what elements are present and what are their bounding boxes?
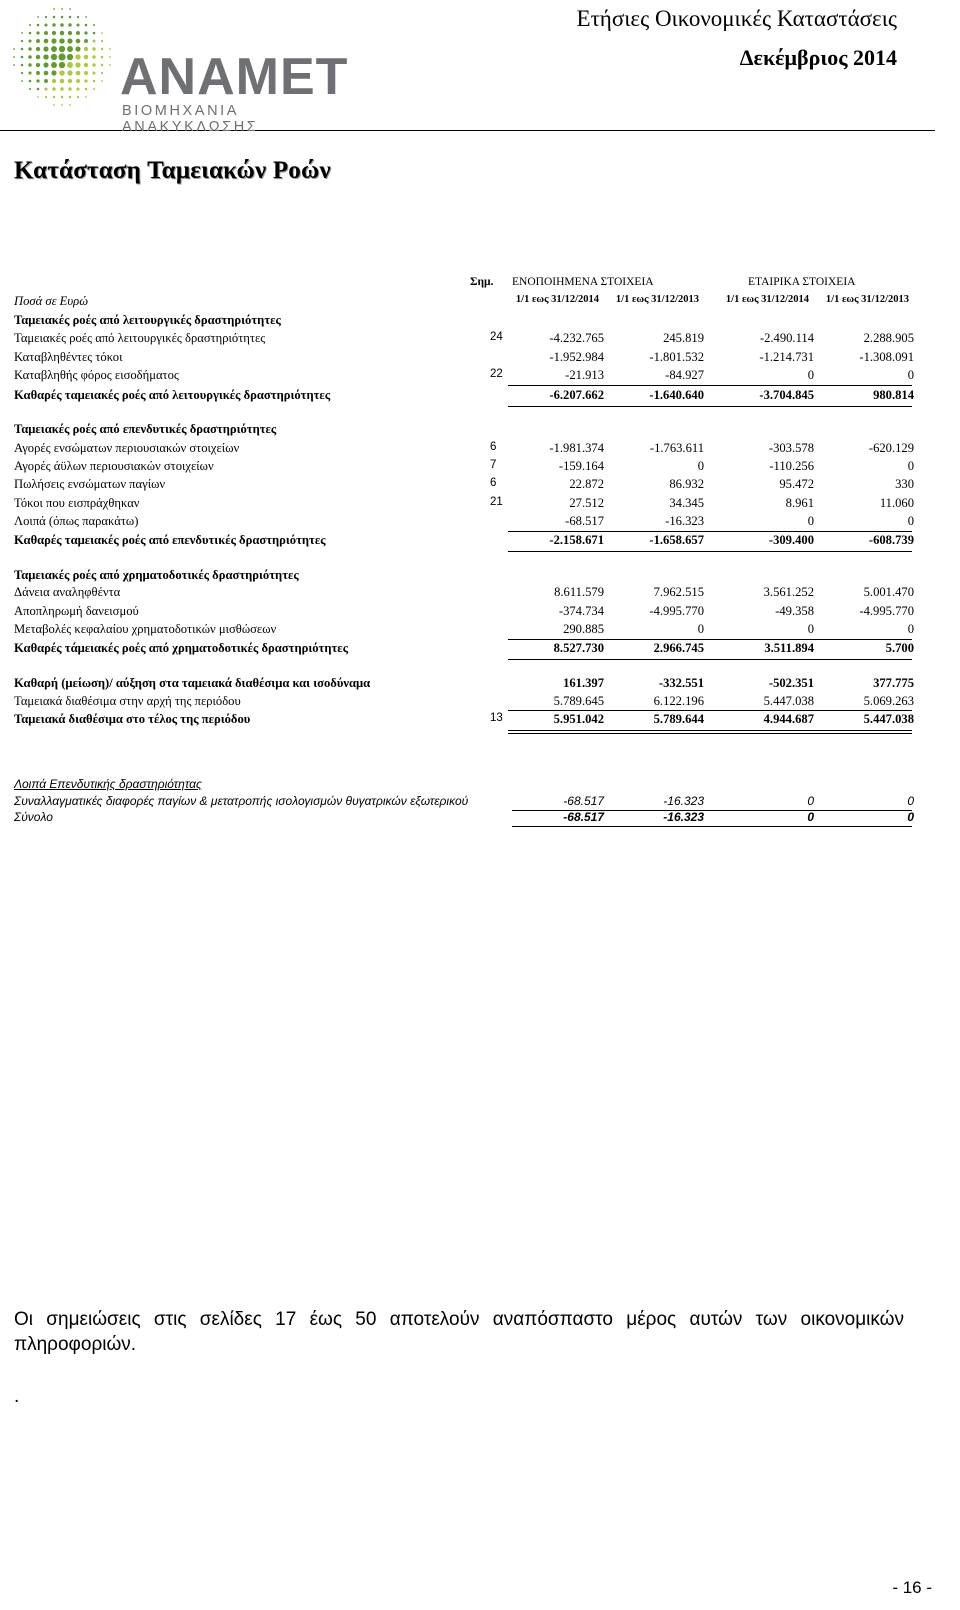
logo-dot: [36, 63, 40, 67]
row-value: 0: [907, 368, 914, 382]
row-note: 6: [490, 441, 497, 453]
subtotal-rule: [508, 531, 912, 532]
row-value: 377.775: [873, 676, 914, 690]
row-value: 86.932: [669, 477, 704, 491]
logo-dot: [21, 48, 24, 51]
row-label: Συναλλαγματικές διαφορές παγίων & μετατροπής ισολογισμών θυγατρικών εξωτερικού: [14, 794, 469, 808]
row-value: 0: [807, 622, 814, 636]
logo-dot: [92, 55, 96, 59]
row-value: -303.578: [768, 441, 814, 455]
cash-end-row: [14, 712, 920, 730]
logo-dot: [36, 47, 40, 51]
logo-dot: [93, 88, 95, 90]
logo-dot: [84, 31, 87, 34]
page-header: [0, 0, 935, 135]
logo-dot: [92, 47, 95, 50]
total-rule: [508, 551, 912, 552]
logo-dot: [61, 16, 64, 19]
row-value: 0: [907, 810, 914, 824]
row-value: -1.763.611: [649, 441, 704, 455]
logo-dot: [68, 87, 71, 90]
logo-dot: [68, 23, 71, 26]
logo-dot: [53, 16, 56, 19]
row-value: 0: [907, 514, 914, 528]
logo-dot: [67, 46, 73, 52]
logo-dot: [21, 32, 23, 34]
row-value: -2.490.114: [759, 331, 814, 345]
row-value: 5.951.042: [553, 712, 604, 726]
logo-dot: [92, 39, 95, 42]
logo-dot: [109, 64, 111, 66]
section-heading: Ταμειακές ροές από χρηματοδοτικές δραστηριότητες: [14, 568, 299, 582]
logo-dot: [52, 79, 56, 83]
row-value: -159.164: [558, 459, 604, 473]
row-value: 8.527.730: [553, 641, 604, 655]
row-value: 8.961: [785, 496, 814, 510]
logo-dot: [43, 46, 48, 51]
row-label: Καθαρές ταμειακές ροές από λειτουργικές δραστηριότητες: [14, 388, 331, 402]
subtotal-rule: [508, 385, 912, 386]
logo-dot: [67, 38, 72, 43]
logo-dot: [76, 87, 79, 90]
row-value: -2.158.671: [549, 533, 604, 547]
logo-wordmark: ANAMET: [120, 48, 349, 106]
row-value: -4.995.770: [649, 604, 704, 618]
logo-dot: [77, 96, 79, 98]
logo-dot: [85, 24, 88, 27]
row-note: 22: [490, 368, 503, 380]
logo-dot: [60, 87, 64, 91]
logo-dot: [92, 71, 95, 74]
total-rule: [508, 659, 912, 660]
note-column-header: Σημ.: [470, 276, 494, 288]
row-value: -68.517: [563, 810, 604, 824]
section-heading-investing: [14, 422, 920, 440]
period-header: 1/1 εως 31/12/2014: [725, 294, 809, 305]
row-value: 0: [807, 794, 814, 808]
period-header: 1/1 εως 31/12/2014: [515, 294, 599, 305]
report-title: Ετήσιες Οικονομικές Καταστάσεις: [576, 6, 897, 31]
logo-dot: [101, 64, 104, 67]
row-value: 5.447.038: [763, 694, 814, 708]
logo-dot: [68, 31, 72, 35]
logo-dot: [84, 79, 87, 82]
row-value: 2.288.905: [863, 331, 914, 345]
section-heading-operating: [14, 313, 920, 331]
logo-dot: [67, 70, 72, 75]
logo-dot: [101, 72, 103, 74]
logo-dot: [59, 70, 64, 75]
double-total-rule: [508, 730, 912, 734]
logo-dot: [101, 56, 104, 59]
table-row: [14, 331, 920, 349]
row-label: Ταμειακές ροές από λειτουργικές δραστηριότητες: [14, 331, 266, 345]
logo-dot: [84, 47, 88, 51]
logo-dot: [29, 88, 31, 90]
logo-dot: [84, 63, 88, 67]
logo-dot: [101, 32, 103, 34]
logo-dot: [101, 40, 103, 42]
logo-dot: [28, 47, 31, 50]
row-value: -309.400: [768, 533, 814, 547]
logo-dot: [59, 62, 65, 68]
row-value: -49.358: [775, 604, 814, 618]
logo-dot: [92, 63, 95, 66]
row-value: 3.511.894: [764, 641, 814, 655]
table-row: [14, 496, 920, 514]
logo-dot: [77, 16, 79, 18]
logo-dot: [44, 39, 49, 44]
company-logo: [10, 5, 380, 135]
row-value: 95.472: [779, 477, 814, 491]
row-label: Καταβληθέντες τόκοι: [14, 350, 123, 364]
row-value: 0: [807, 514, 814, 528]
table-row: [14, 368, 920, 386]
row-value: -16.323: [663, 794, 704, 808]
logo-dot: [21, 64, 24, 67]
row-value: -4.995.770: [859, 604, 914, 618]
row-value: 5.001.470: [863, 585, 914, 599]
row-value: 22.872: [569, 477, 604, 491]
logo-dot: [69, 8, 71, 10]
logo-dot: [43, 54, 48, 59]
logo-dot: [36, 79, 39, 82]
logo-dot: [51, 46, 57, 52]
logo-dot: [44, 23, 47, 26]
row-value: -16.323: [665, 514, 704, 528]
logo-dot: [29, 80, 32, 83]
logo-dot: [85, 16, 87, 18]
row-value: 0: [907, 794, 914, 808]
logo-dot: [53, 104, 55, 106]
logo-dot: [13, 48, 15, 50]
row-value: 161.397: [563, 676, 604, 690]
logo-dot: [51, 62, 57, 68]
row-value: -16.323: [663, 810, 704, 824]
row-value: 4.944.687: [763, 712, 814, 726]
logo-dot: [52, 23, 55, 26]
row-label: Ταμειακά διαθέσιμα στο τέλος της περιόδου: [14, 712, 251, 726]
logo-dot: [36, 71, 40, 75]
row-value: -374.734: [558, 604, 604, 618]
row-value: -1.981.374: [549, 441, 604, 455]
logo-dot: [76, 23, 79, 26]
row-value: -4.232.765: [549, 331, 604, 345]
consolidated-group-header: ΕΝΟΠΟΙΗΜΕΝΑ ΣΤΟΙΧΕΙΑ: [512, 276, 654, 288]
row-value: -84.927: [665, 368, 704, 382]
logo-dot: [85, 88, 88, 91]
table-row: [14, 514, 920, 532]
notes-disclaimer: Οι σημειώσεις στις σελίδες 17 έως 50 αποτελούν αναπόσπαστο μέρος αυτών των οικονομικών πληροφοριών.: [14, 1309, 904, 1355]
table-row: [14, 585, 920, 603]
section-heading: Ταμειακές ροές από επενδυτικές δραστηριότητες: [14, 422, 277, 436]
row-label: Τόκοι που εισπράχθηκαν: [14, 496, 140, 510]
section-heading-financing: [14, 568, 920, 586]
logo-dot: [28, 55, 32, 59]
other-investing-heading: [14, 777, 920, 795]
row-value: 0: [907, 622, 914, 636]
row-note: 6: [490, 477, 497, 489]
row-value: 5.789.644: [653, 712, 704, 726]
page-number: - 16 -: [892, 1578, 932, 1597]
logo-dot: [61, 104, 63, 106]
logo-dot: [76, 71, 81, 76]
logo-dot: [45, 96, 47, 98]
table-row: [14, 604, 920, 622]
logo-dot: [43, 62, 48, 67]
table-row: [14, 477, 920, 495]
row-value: -1.214.731: [759, 350, 814, 364]
logo-dot: [93, 24, 95, 26]
table-row: [14, 441, 920, 459]
logo-dot: [58, 53, 65, 60]
logo-dot: [21, 56, 24, 59]
row-value: -502.351: [768, 676, 814, 690]
row-label: Καθαρή (μείωση)/ αύξηση στα ταμειακά διαθέσιμα και ισοδύναμα: [14, 676, 371, 690]
logo-dot: [101, 48, 104, 51]
logo-dot: [101, 80, 103, 82]
logo-dot: [29, 32, 32, 35]
logo-dot: [44, 87, 47, 90]
logo-dot: [75, 46, 80, 51]
logo-dot: [37, 88, 40, 91]
section-heading: Λοιπά Επενδυτικής δραστηριότητας: [14, 777, 202, 791]
logo-dot: [52, 31, 56, 35]
logo-dot: [60, 79, 64, 83]
logo-dot: [109, 56, 111, 58]
net-change-row: [14, 676, 920, 694]
logo-dot: [84, 55, 88, 59]
logo-dot: [51, 70, 56, 75]
row-note: 13: [490, 712, 503, 724]
row-value: 245.819: [663, 331, 704, 345]
row-value: -110.256: [769, 459, 814, 473]
row-value: 0: [807, 368, 814, 382]
logo-dot: [69, 104, 71, 106]
row-value: 5.789.645: [553, 694, 604, 708]
row-value: -1.640.640: [649, 388, 704, 402]
row-value: -68.517: [565, 514, 604, 528]
logo-dot: [13, 64, 15, 66]
row-value: 5.700: [885, 641, 914, 655]
row-value: -21.913: [565, 368, 604, 382]
table-row: [14, 622, 920, 640]
logo-dot: [61, 8, 63, 10]
row-value: -6.207.662: [549, 388, 604, 402]
period-header-row: [14, 294, 920, 312]
row-label: Καθαρές ταμειακές ροές από επενδυτικές δραστηριότητες: [14, 533, 326, 547]
row-value: 0: [907, 459, 914, 473]
table-row: [14, 350, 920, 368]
row-value: -3.704.845: [759, 388, 814, 402]
logo-dot: [37, 24, 40, 27]
row-value: -1.308.091: [859, 350, 914, 364]
row-value: -1.801.532: [649, 350, 704, 364]
section-heading: Ταμειακές ροές από λειτουργικές δραστηριότητες: [14, 313, 281, 327]
logo-dot: [69, 16, 72, 19]
row-value: 290.885: [563, 622, 604, 636]
row-value: 0: [697, 622, 704, 636]
row-value: 7.962.515: [653, 585, 704, 599]
row-value: 5.447.038: [863, 712, 914, 726]
logo-dot: [51, 54, 57, 60]
row-value: 34.345: [669, 496, 704, 510]
logo-dot: [44, 79, 48, 83]
subtotal-rule: [508, 639, 912, 640]
logo-dot: [69, 96, 72, 99]
row-value: 5.069.263: [863, 694, 914, 708]
logo-dot: [44, 31, 48, 35]
logo-dot-sphere-icon: [10, 5, 120, 115]
logo-dot: [75, 54, 80, 59]
row-label: Λοιπά (όπως παρακάτω): [14, 514, 139, 528]
row-label: Πωλήσεις ενσώματων παγίων: [14, 477, 166, 491]
logo-dot: [29, 24, 31, 26]
logo-subtitle: ΒΙΟΜΗΧΑΝΙΑ ΑΝΑΚΥΚΛΩΣΗΣ: [122, 103, 259, 135]
logo-dot: [67, 62, 73, 68]
row-label: Καταβληθής φόρος εισοδήματος: [14, 368, 179, 382]
row-label: Αγορές άϋλων περιουσιακών στοιχείων: [14, 459, 214, 473]
row-label: Αγορές ενσώματων περιουσιακών στοιχείων: [14, 441, 240, 455]
total-row-financing: [14, 641, 920, 659]
logo-dot: [36, 55, 40, 59]
page-title: Κατάσταση Ταμειακών Ροών: [14, 157, 331, 184]
row-label: Ταμειακά διαθέσιμα στην αρχή της περιόδου: [14, 694, 241, 708]
logo-dot: [59, 46, 65, 52]
logo-dot: [44, 71, 49, 76]
total-row-investing: [14, 533, 920, 551]
row-value: 3.561.252: [763, 585, 814, 599]
row-label: Δάνεια αναληφθέντα: [14, 585, 121, 599]
logo-dot: [52, 87, 55, 90]
logo-dot: [21, 80, 23, 82]
logo-dot: [21, 40, 23, 42]
logo-dot: [67, 54, 73, 60]
row-label: Αποπληρωμή δανεισμού: [14, 604, 139, 618]
footer-dot: .: [14, 1386, 20, 1407]
row-note: 24: [490, 331, 503, 343]
row-note: 21: [490, 496, 503, 508]
company-group-header: ΕΤΑΙΡΙΚΑ ΣΤΟΙΧΕΙΑ: [748, 276, 856, 288]
subtotal-rule: [508, 710, 912, 711]
report-date: Δεκέμβριος 2014: [739, 45, 897, 70]
logo-dot: [37, 16, 39, 18]
logo-dot: [60, 23, 64, 27]
logo-dot: [93, 32, 96, 35]
logo-dot: [13, 56, 15, 58]
logo-dot: [28, 63, 31, 66]
logo-dot: [76, 31, 80, 35]
logo-dot: [61, 96, 64, 99]
logo-dot: [84, 39, 88, 43]
row-value: -332.551: [658, 676, 704, 690]
row-value: -68.517: [563, 794, 604, 808]
row-value: -620.129: [868, 441, 914, 455]
logo-dot: [36, 39, 40, 43]
row-value: 0: [807, 810, 814, 824]
total-rule: [508, 406, 912, 407]
table-row: [14, 459, 920, 477]
row-value: -1.952.984: [549, 350, 604, 364]
row-value: -1.658.657: [649, 533, 704, 547]
row-value: 6.122.196: [653, 694, 704, 708]
row-label: Καθαρές τάμειακές ροές από χρηματοδοτικές δραστηριότητες: [14, 641, 349, 655]
row-value: -608.739: [868, 533, 914, 547]
row-value: 2.966.745: [653, 641, 704, 655]
logo-dot: [59, 38, 64, 43]
row-value: 980.814: [873, 388, 914, 402]
logo-dot: [60, 31, 64, 35]
logo-dot: [109, 48, 111, 50]
logo-dot: [53, 96, 56, 99]
logo-dot: [93, 80, 96, 83]
logo-dot: [75, 62, 80, 67]
row-note: 7: [490, 459, 497, 471]
logo-dot: [21, 72, 23, 74]
logo-dot: [76, 79, 80, 83]
logo-dot: [51, 38, 56, 43]
row-value: 11.060: [879, 496, 914, 510]
logo-dot: [84, 71, 88, 75]
row-value: 27.512: [569, 496, 604, 510]
row-value: 330: [895, 477, 914, 491]
currency-label: Ποσά σε Ευρώ: [14, 294, 88, 308]
total-rule: [512, 826, 912, 827]
logo-dot: [28, 71, 31, 74]
total-row-operating: [14, 388, 920, 406]
logo-dot: [37, 96, 39, 98]
logo-dot: [76, 39, 81, 44]
logo-dot: [53, 8, 55, 10]
logo-dot: [36, 31, 39, 34]
logo-dot: [68, 79, 72, 83]
period-header: 1/1 εως 31/12/2013: [615, 294, 699, 305]
logo-dot: [85, 96, 87, 98]
logo-dot: [28, 39, 31, 42]
row-label: Μεταβολές κεφαλαίου χρηματοδοτικών μισθώσεων: [14, 622, 277, 636]
row-label: Σύνολο: [14, 810, 53, 824]
row-value: 8.611.579: [554, 585, 604, 599]
period-header: 1/1 εως 31/12/2013: [825, 294, 909, 305]
logo-dot: [45, 16, 47, 18]
row-value: 0: [697, 459, 704, 473]
